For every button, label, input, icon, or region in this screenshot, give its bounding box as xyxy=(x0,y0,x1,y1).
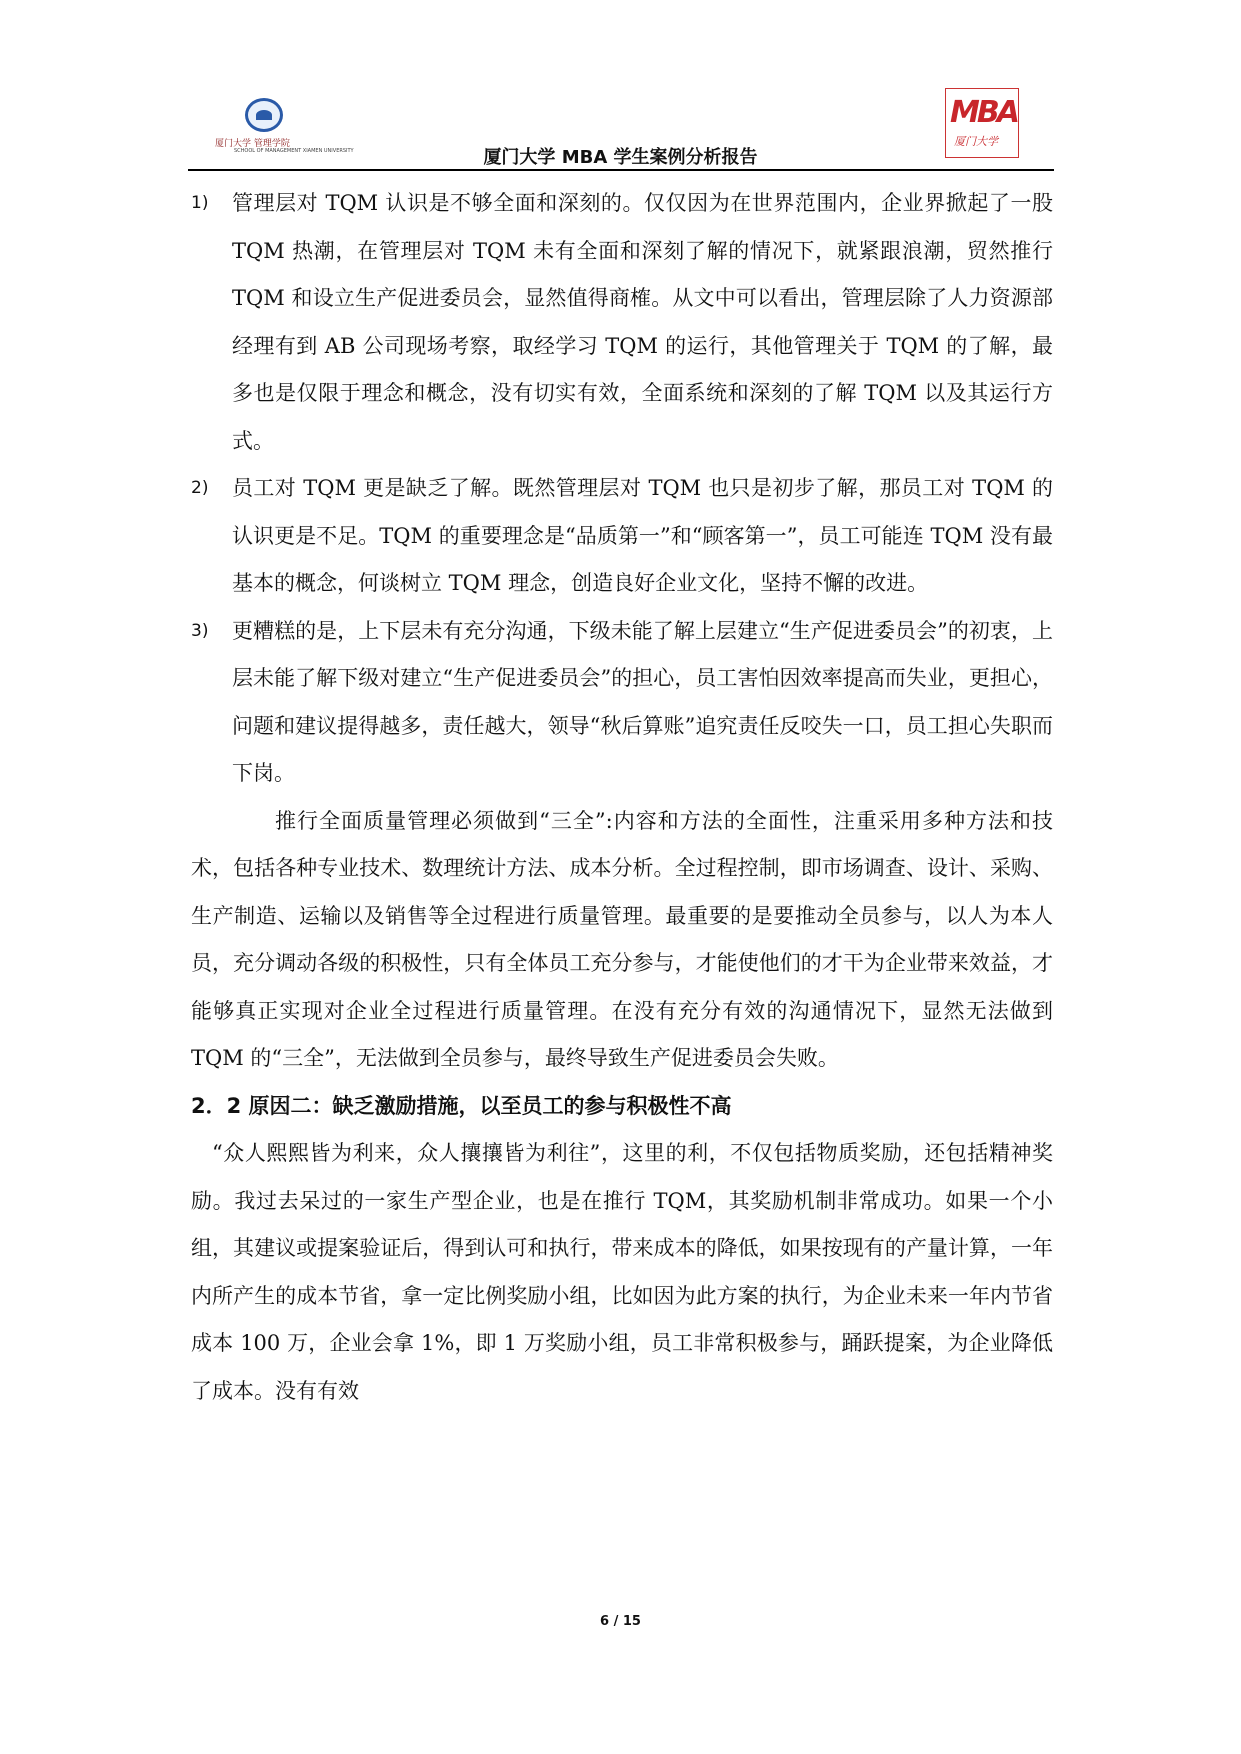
mba-logo-text: MBA xyxy=(950,95,1017,130)
list-item-number: 1) xyxy=(191,193,209,213)
list-item-number: 3) xyxy=(191,620,209,641)
document-body xyxy=(191,180,1053,1415)
list-item xyxy=(191,180,1053,465)
section-heading: 2．2 原因二：缺乏激励措施，以至员工的参与积极性不高 xyxy=(191,1093,732,1118)
page-number: 6 / 15 xyxy=(600,1614,641,1629)
list-item-number: 2) xyxy=(191,478,209,498)
list-item xyxy=(191,465,1053,608)
body-paragraph: 推行全面质量管理必须做到“三全”:内容和方法的全面性，注重采用多种方法和技术，包括各种专业技术、数理统计方法、成本分析。全过程控制，即市场调查、设计、采购、生产制造、运输以及销售等全过程进行质量管理。最重要的是要推动全员参与，以人为本人员，充分调动各级的积极性，只有全体员工充分参与，才能使他们的才干为企业带来效益，才能够真正实现对企业全过程进行质量管理。在没有充分有效的沟通情况下，显然无法做到 TQM 的“三全”，无法做到全员参与，最终导致生产促进委员会失败。 xyxy=(191,808,1053,1070)
left-logo-text: 厦门大学 管理学院 xyxy=(215,139,290,149)
page-header-title: 厦门大学 MBA 学生案例分析报告 xyxy=(483,147,758,168)
left-logo-subtext: SCHOOL OF MANAGEMENT XIAMEN UNIVERSITY xyxy=(234,148,354,154)
list-item-text: 更糟糕的是，上下层未有充分沟通，下级未能了解上层建立“生产促进委员会”的初衷，上层未能了解下级对建立“生产促进委员会”的担心，员工害怕因效率提高而失业，更担心，问题和建议提得越多，责任越大，领导“秋后算账”追究责任反咬失一口，员工担心失职而下岗。 xyxy=(232,618,1053,785)
header-divider xyxy=(188,169,1054,171)
list-item xyxy=(191,608,1053,798)
school-emblem-icon xyxy=(245,98,283,132)
list-item-text: 员工对 TQM 更是缺乏了解。既然管理层对 TQM 也只是初步了解，那员工对 TQM 的认识更是不足。TQM 的重要理念是“品质第一”和“顾客第一”，员工可能连 TQM 没有最基本的概念，何谈树立 TQM 理念，创造良好企业文化，坚持不懈的改进。 xyxy=(232,476,1053,595)
list-item-text: 管理层对 TQM 认识是不够全面和深刻的。仅仅因为在世界范围内，企业界掀起了一股 TQM 热潮，在管理层对 TQM 未有全面和深刻了解的情况下，就紧跟浪潮，贸然推行 TQM 和设立生产促进委员会，显然值得商榷。从文中可以看出，管理层除了人力资源部经理有到 AB 公司现场考察，取经学习 TQM 的运行，其他管理关于 TQM 的了解，最多也是仅限于理念和概念，没有切实有效，全面系统和深刻的了解 TQM 以及其运行方式。 xyxy=(232,191,1053,453)
mba-logo-subtext: 厦门大学 xyxy=(954,135,998,148)
body-paragraph: “众人熙熙皆为利来，众人攘攘皆为利往”，这里的利，不仅包括物质奖励，还包括精神奖励。我过去呆过的一家生产型企业，也是在推行 TQM，其奖励机制非常成功。如果一个小组，其建议或提案验证后，得到认可和执行，带来成本的降低，如果按现有的产量计算，一年内所产生的成本节省，拿一定比例奖励小组，比如因为此方案的执行，为企业未来一年内节省成本 100 万，企业会拿 1%，即 1 万奖励小组，员工非常积极参与，踊跃提案，为企业降低了成本。没有有效 xyxy=(191,1141,1053,1403)
